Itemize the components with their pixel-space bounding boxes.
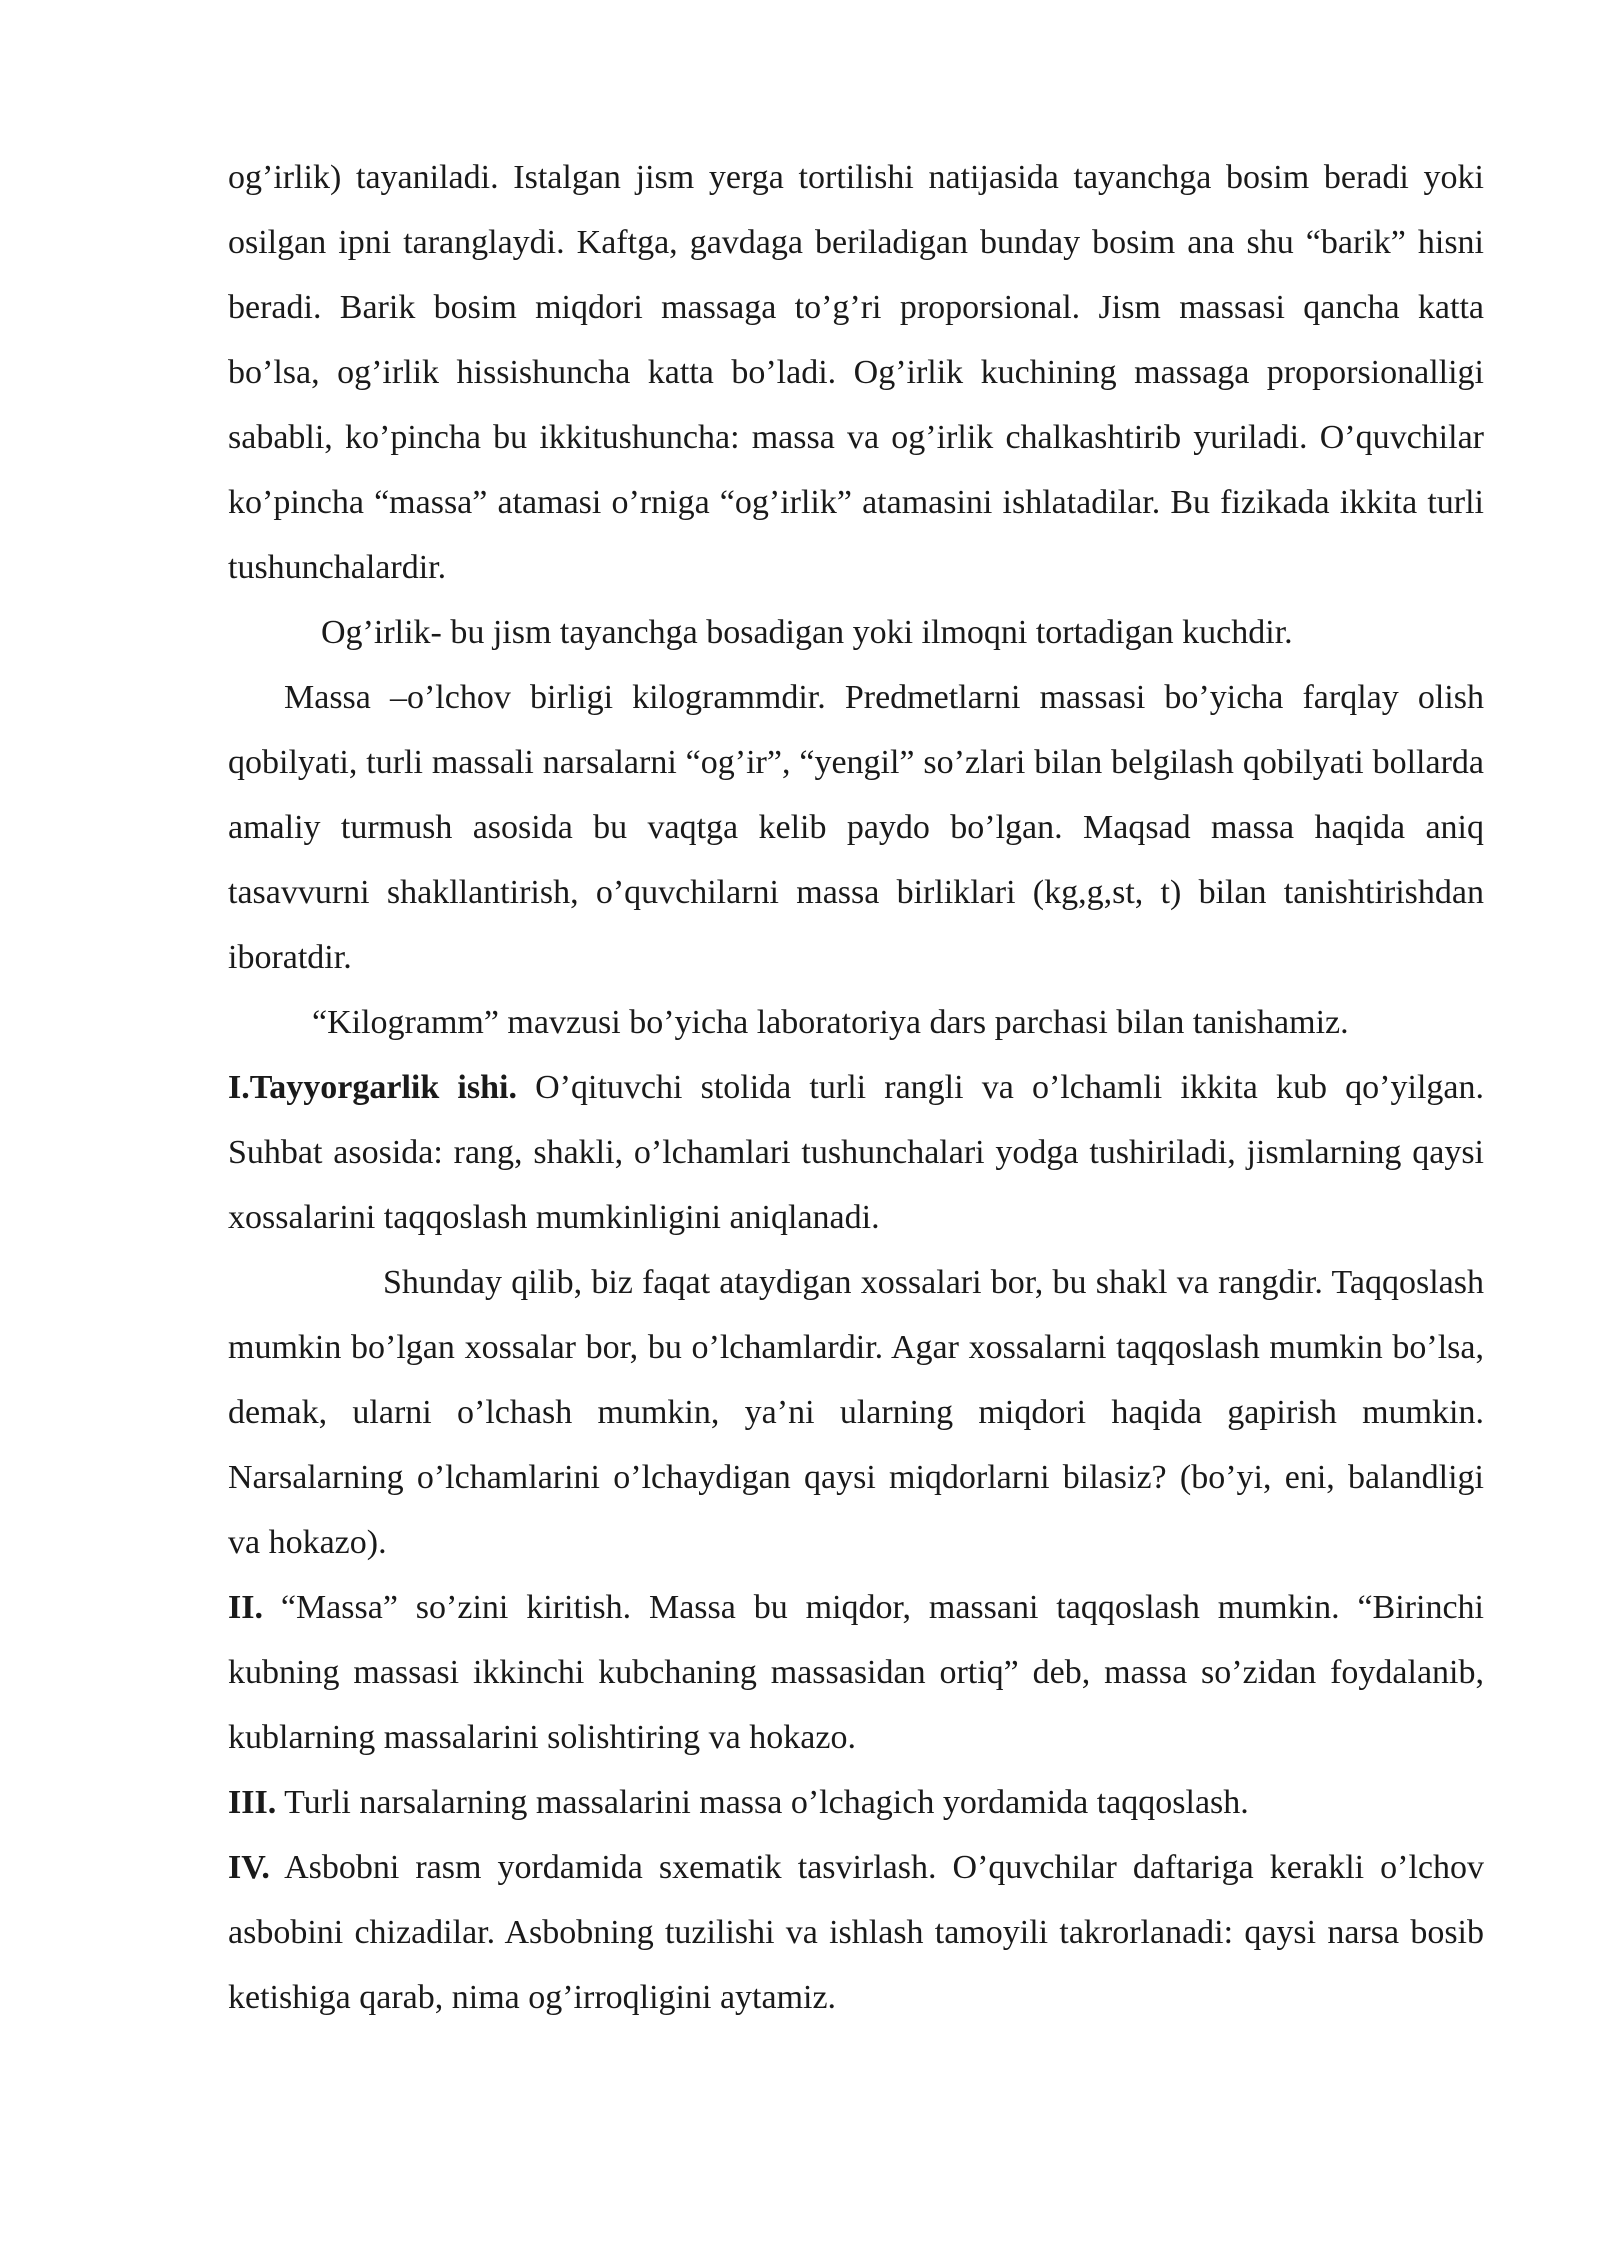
document-body (228, 145, 1484, 2030)
step-2-text: “Massa” so’zini kiritish. Massa bu miqdor, massani taqqoslash mumkin. “Birinchi kubning massasi ikkinchi kubchaning massasidan ortiq” deb, massa so’zidan foydalanib, kublarning massalarini solishtiring va hokazo. (228, 1589, 1484, 1756)
paragraph-properties: Shunday qilib, biz faqat ataydigan xossalari bor, bu shakl va rangdir. Taqqoslash mumkin bo’lgan xossalar bor, bu o’lchamlardir. Agar xossalarni taqqoslash mumkin bo’lsa, demak, ularni o’lchash mumkin, ya’ni ularning miqdori haqida gapirish mumkin. Narsalarning o’lchamlarini o’lchaydigan qaysi miqdorlarni bilasiz? (bo’yi, eni, balandligi va hokazo). (228, 1264, 1484, 1561)
step-1-label: I.Tayyorgarlik ishi. (228, 1069, 517, 1106)
step-4-label: IV. (228, 1849, 270, 1886)
paragraph-step-4 (228, 1835, 1484, 2030)
paragraph-step-3 (228, 1770, 1484, 1835)
paragraph-mass-unit: Massa –o’lchov birligi kilogrammdir. Predmetlarni massasi bo’yicha farqlay olish qobilyati, turli massali narsalarni “og’ir”, “yengil” so’zlari bilan belgilash qobilyati bollarda amaliy turmush asosida bu vaqtga kelib paydo bo’lgan. Maqsad massa haqida aniq tasavvurni shakllantirish, o’quvchilarni massa birliklari (kg,g,st, t) bilan tanishtirishdan iboratdir. (228, 679, 1484, 976)
paragraph-step-2 (228, 1575, 1484, 1770)
paragraph-weight-definition: Og’irlik- bu jism tayanchga bosadigan yoki ilmoqni tortadigan kuchdir. (321, 614, 1293, 651)
step-3-text: Turli narsalarning massalarini massa o’lchagich yordamida taqqoslash. (276, 1784, 1249, 1821)
paragraph-step-1 (228, 1055, 1484, 1250)
paragraph-gravity-intro: og’irlik) tayaniladi. Istalgan jism yerga tortilishi natijasida tayanchga bosim beradi yoki osilgan ipni taranglaydi. Kaftga, gavdaga beriladigan bunday bosim ana shu “barik” hisni beradi. Barik bosim miqdori massaga to’g’ri proporsional. Jism massasi qancha katta bo’lsa, og’irlik hissishuncha katta bo’ladi. Og’irlik kuchining massaga proporsionalligi sababli, ko’pincha bu ikkitushuncha: massa va og’irlik chalkashtirib yuriladi. O’quvchilar ko’pincha “massa” atamasi o’rniga “og’irlik” atamasini ishlatadilar. Bu fizikada ikkita turli tushunchalardir. (228, 159, 1484, 586)
step-2-label: II. (228, 1589, 263, 1626)
step-3-label: III. (228, 1784, 277, 1821)
step-1-text: O’qituvchi stolida turli rangli va o’lchamli ikkita kub qo’yilgan. Suhbat asosida: rang, shakli, o’lchamlari tushunchalari yodga tushiriladi, jismlarning qaysi xossalarini taqqoslash mumkinligini aniqlanadi. (228, 1069, 1484, 1236)
step-4-text: Asbobni rasm yordamida sxematik tasvirlash. O’quvchilar daftariga kerakli o’lchov asbobini chizadilar. Asbobning tuzilishi va ishlash tamoyili takrorlanadi: qaysi narsa bosib ketishiga qarab, nima og’irroqligini aytamiz. (228, 1849, 1484, 2016)
paragraph-lab-intro: “Kilogramm” mavzusi bo’yicha laboratoriya dars parchasi bilan tanishamiz. (312, 1004, 1349, 1041)
